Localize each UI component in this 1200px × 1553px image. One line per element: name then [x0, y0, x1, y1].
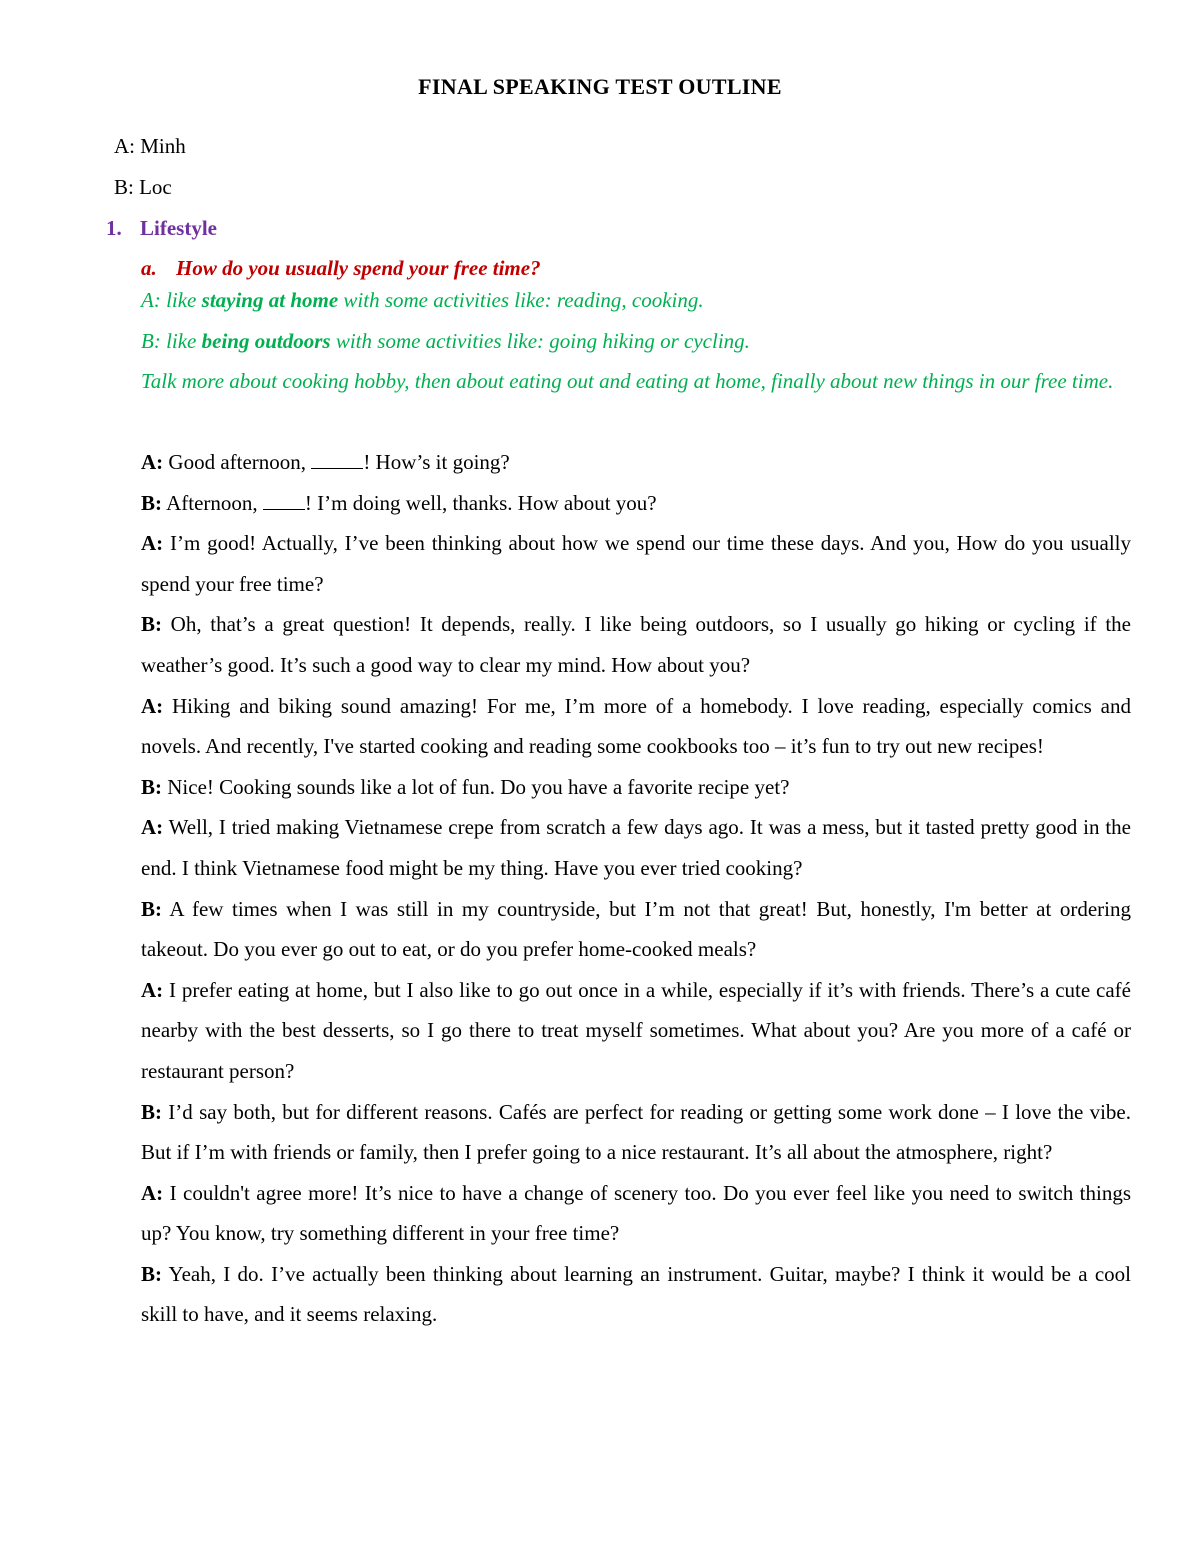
note-a	[141, 280, 1131, 321]
question-number: a.	[141, 256, 157, 280]
dialogue-text: I couldn't agree more! It’s nice to have a change of scenery too. Do you ever feel like you need to switch things up? You know, try something different in your free time?	[141, 1180, 1131, 1246]
dialogue-text: Well, I tried making Vietnamese crepe from scratch a few days ago. It was a mess, but it tasted pretty good in the end. I think Vietnamese food might be my thing. Have you ever tried cooking?	[141, 815, 1131, 880]
dialogue-speaker: A:	[141, 693, 164, 718]
dialogue-text: A few times when I was still in my countryside, but I’m not that great! But, honestly, I'm better at ordering takeout. Do you ever go out to eat, or do you prefer home-cooked meals?	[141, 896, 1131, 962]
dialogue-line	[141, 1254, 1131, 1335]
section-number: 1.	[106, 216, 122, 240]
note-a-suffix: with some activities like: reading, cooking.	[338, 288, 704, 312]
dialogue-line	[141, 483, 1131, 524]
dialogue-speaker: A:	[141, 815, 164, 840]
dialogue-text: Nice! Cooking sounds like a lot of fun. Do you have a favorite recipe yet?	[162, 774, 790, 799]
dialogue-line	[141, 686, 1131, 767]
dialogue-speaker: B:	[141, 490, 162, 515]
dialogue	[141, 442, 1131, 1335]
note-b	[141, 321, 1131, 362]
dialogue-speaker: A:	[141, 531, 164, 556]
dialogue-text: I’d say both, but for different reasons. Cafés are perfect for reading or getting some work done – I love the vibe. But if I’m with friends or family, then I prefer going to a nice restaurant. It’s all about the atmosphere, right?	[141, 1099, 1131, 1165]
note-plan: Talk more about cooking hobby, then about eating out and eating at home, finally about new things in our free time.	[141, 369, 1114, 394]
section-title: Lifestyle	[140, 216, 217, 240]
dialogue-text: ! I’m doing well, thanks. How about you?	[304, 490, 657, 515]
dialogue-speaker: B:	[141, 612, 162, 637]
note-b-highlight: being outdoors	[201, 328, 331, 353]
dialogue-line	[141, 970, 1131, 1092]
speaker-a-name: Minh	[140, 134, 186, 158]
dialogue-text: Afternoon,	[162, 490, 263, 515]
name-blank	[263, 491, 305, 510]
dialogue-line	[141, 889, 1131, 970]
dialogue-text: I prefer eating at home, but I also like to go out once in a while, especially if it’s with friends. There’s a cute café nearby with the best desserts, so I go there to treat myself sometimes. What about you? Are you more of a café or restaurant person?	[141, 977, 1131, 1083]
note-b-prefix: B: like	[141, 328, 202, 353]
dialogue-speaker: A:	[141, 1180, 164, 1205]
speaker-b-name: Loc	[139, 175, 172, 199]
note-a-prefix: A: like	[141, 288, 202, 312]
dialogue-text: Oh, that’s a great question! It depends, really. I like being outdoors, so I usually go hiking or cycling if the weather’s good. It’s such a good way to clear my mind. How about you?	[141, 612, 1131, 677]
speaker-a-label: A:	[114, 134, 135, 158]
note-b-suffix: with some activities like: going hiking or cycling.	[330, 328, 750, 353]
page-title: FINAL SPEAKING TEST OUTLINE	[418, 74, 782, 99]
speaker-b-line	[114, 175, 172, 200]
question-text: How do you usually spend your free time?	[176, 256, 541, 280]
dialogue-text: Hiking and biking sound amazing! For me, I’m more of a homebody. I love reading, especially comics and novels. And recently, I've started cooking and reading some cookbooks too – it’s fun to try out new recipes!	[141, 693, 1131, 759]
dialogue-line	[141, 1173, 1131, 1254]
speaker-a-line	[114, 134, 186, 159]
dialogue-line	[141, 604, 1131, 685]
dialogue-line	[141, 442, 1131, 483]
speaker-b-label: B:	[114, 175, 134, 199]
dialogue-line	[141, 767, 1131, 808]
dialogue-line	[141, 807, 1131, 888]
dialogue-speaker: A:	[141, 450, 164, 474]
dialogue-text: I’m good! Actually, I’ve been thinking about how we spend our time these days. And you, How do you usually spend your free time?	[141, 531, 1131, 596]
dialogue-speaker: B:	[141, 896, 162, 921]
section-heading	[106, 216, 217, 241]
dialogue-line	[141, 1092, 1131, 1173]
name-blank	[311, 450, 363, 469]
outline-notes	[141, 280, 1131, 402]
dialogue-speaker: A:	[141, 977, 164, 1002]
dialogue-text: ! How’s it going?	[363, 450, 510, 474]
dialogue-speaker: B:	[141, 774, 162, 799]
dialogue-speaker: B:	[141, 1099, 162, 1124]
dialogue-line	[141, 523, 1131, 604]
dialogue-text: Yeah, I do. I’ve actually been thinking about learning an instrument. Guitar, maybe? I think it would be a cool skill to have, and it seems relaxing.	[141, 1261, 1131, 1327]
dialogue-speaker: B:	[141, 1261, 162, 1286]
dialogue-text: Good afternoon,	[163, 450, 312, 474]
question-heading	[141, 256, 541, 281]
note-a-highlight: staying at home	[201, 288, 339, 312]
